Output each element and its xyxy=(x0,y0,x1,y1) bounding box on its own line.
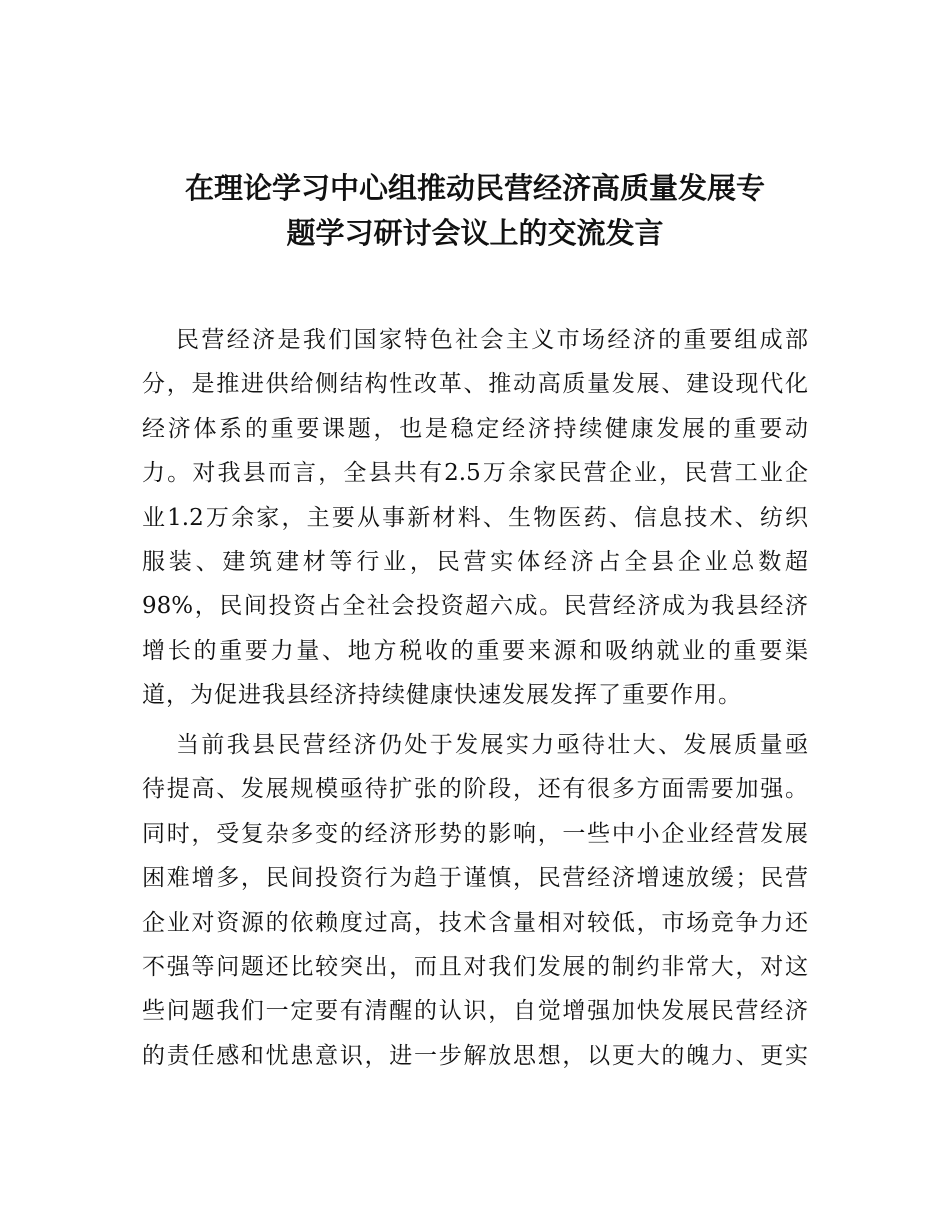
paragraph-1-line: 经济体系的重要课题，也是稳定经济持续健康发展的重要动 xyxy=(142,415,808,442)
paragraph-1-line: 服装、建筑建材等行业，民营实体经济占全县企业总数超 xyxy=(142,549,808,575)
paragraph-2-line: 待提高、发展规模亟待扩张的阶段，还有很多方面需要加强。 xyxy=(142,776,808,803)
paragraph-1-line: 98%，民间投资占全社会投资超六成。民营经济成为我县经济 xyxy=(142,593,808,620)
paragraph-2-line: 些问题我们一定要有清醒的认识，自觉增强加快发展民营经济 xyxy=(142,998,808,1025)
paragraph-2-line: 当前我县民营经济仍处于发展实力亟待壮大、发展质量亟 xyxy=(176,732,808,758)
paragraph-1-line: 分，是推进供给侧结构性改革、推动高质量发展、建设现代化 xyxy=(142,371,808,398)
paragraph-2-line: 的责任感和忧患意识，进一步解放思想，以更大的魄力、更实 xyxy=(142,1042,808,1069)
paragraph-2-line: 同时，受复杂多变的经济形势的影响，一些中小企业经营发展 xyxy=(142,820,808,847)
paragraph-1-line: 力。对我县而言，全县共有2.5万余家民营企业，民营工业企 xyxy=(142,460,808,487)
paragraph-2-line: 企业对资源的依赖度过高，技术含量相对较低，市场竞争力还 xyxy=(142,909,808,936)
paragraph-1-line: 民营经济是我们国家特色社会主义市场经济的重要组成部 xyxy=(176,327,808,353)
paragraph-2-line: 困难增多，民间投资行为趋于谨慎，民营经济增速放缓；民营 xyxy=(142,865,808,892)
paragraph-1-line: 增长的重要力量、地方税收的重要来源和吸纳就业的重要渠 xyxy=(142,637,808,664)
document-title-line-1: 在理论学习中心组推动民营经济高质量发展专 xyxy=(184,171,765,205)
paragraph-2-line: 不强等问题还比较突出，而且对我们发展的制约非常大，对这 xyxy=(142,954,808,980)
document-title-line-2: 题学习研讨会议上的交流发言 xyxy=(286,216,664,250)
paragraph-1-line: 业1.2万余家，主要从事新材料、生物医药、信息技术、纺织 xyxy=(142,504,808,531)
paragraph-1-line: 道，为促进我县经济持续健康快速发展发挥了重要作用。 xyxy=(142,682,742,709)
